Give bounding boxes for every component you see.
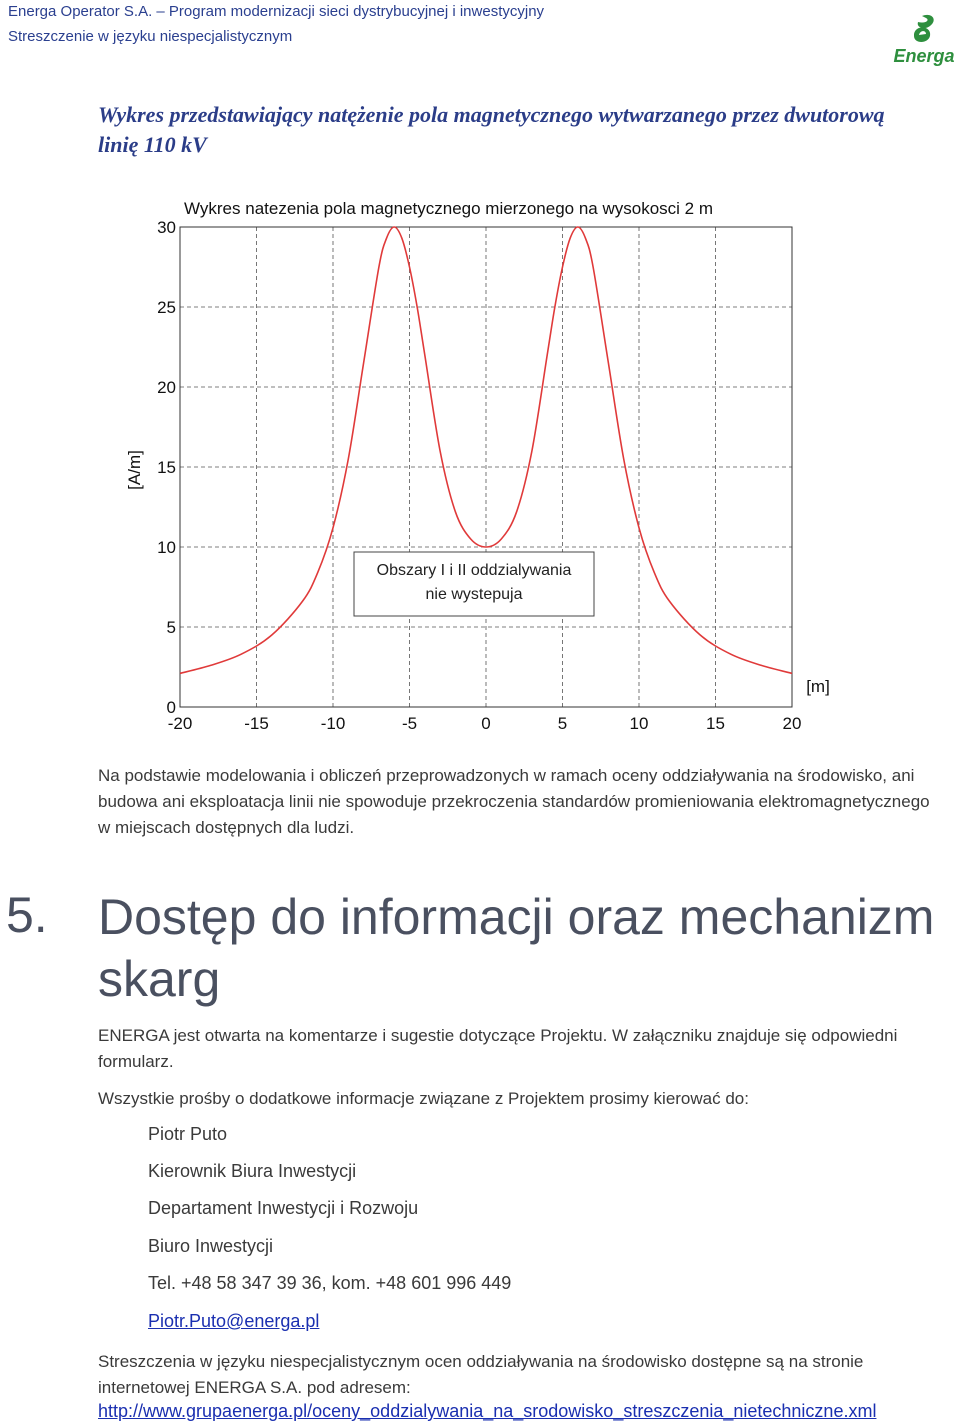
x-tick-label: 15 — [706, 714, 725, 733]
section-title: Dostęp do informacji oraz mechanizm skarg — [98, 889, 935, 1007]
energa-leaf-icon — [914, 15, 934, 42]
y-tick-label: 25 — [157, 298, 176, 317]
x-tick-label: 5 — [557, 714, 568, 733]
header-line-2: Streszczenie w języku niespecjalistycznym — [8, 28, 293, 45]
x-tick-label: -20 — [167, 714, 193, 733]
x-tick-label: -15 — [244, 714, 269, 733]
chart-annotation — [354, 552, 594, 616]
x-axis-label: [m] — [806, 677, 830, 696]
y-tick-label: 0 — [166, 698, 176, 717]
annotation-line-2: nie wystepuja — [425, 586, 523, 603]
y-tick-label: 5 — [166, 618, 176, 637]
annotation-line-1: Obszary I i II oddzialywania — [376, 562, 572, 579]
x-tick-label: 0 — [481, 714, 491, 733]
summaries-url-link[interactable]: http://www.grupaenerga.pl/oceny_oddzialywania_na_srodowisko_streszczenia_nietechniczne.xml — [98, 1401, 877, 1421]
x-tick-label: 20 — [782, 714, 802, 733]
paragraph-emf-conclusion: Na podstawie modelowania i obliczeń przeprowadzonych w ramach oceny oddziaływania na środowisko, ani budowa ani eksploatacja linii nie spowoduje przekroczenia standardów promieniowania elektromagnetycznego w miejscach dostępnych dla ludzi. — [98, 766, 930, 837]
y-tick-label: 30 — [157, 218, 176, 237]
contact-phone: Tel. +48 58 347 39 36, kom. +48 601 996 449 — [148, 1273, 512, 1293]
energa-logo — [892, 12, 956, 66]
x-tick-label: -10 — [320, 714, 346, 733]
contact-name: Piotr Puto — [148, 1124, 228, 1144]
contact-department: Departament Inwestycji i Rozwoju — [148, 1198, 419, 1218]
y-tick-label: 10 — [157, 538, 176, 557]
y-axis-label: [A/m] — [125, 450, 144, 490]
y-tick-label: 15 — [157, 458, 176, 477]
chart-title: Wykres natezenia pola magnetycznego mierzonego na wysokosci 2 m — [184, 199, 714, 218]
paragraph-summaries-online: Streszczenia w języku niespecjalistycznym ocen oddziaływania na środowisko dostępne są na stronie internetowej ENERGA S.A. pod adresem: — [98, 1352, 864, 1397]
chart-svg — [112, 190, 852, 740]
x-tick-labels — [168, 714, 802, 733]
header-line-1: Energa Operator S.A. – Program modernizacji sieci dystrybucyjnej i inwestycyjny — [8, 3, 545, 20]
logo-wordmark: Energa — [893, 46, 955, 66]
y-tick-label: 20 — [157, 378, 176, 397]
contact-email-link[interactable]: Piotr.Puto@energa.pl — [148, 1311, 320, 1331]
contact-office: Biuro Inwestycji — [148, 1236, 274, 1256]
contact-role: Kierownik Biura Inwestycji — [148, 1161, 357, 1181]
paragraph-requests: Wszystkie prośby o dodatkowe informacje związane z Projektem prosimy kierować do: — [98, 1089, 749, 1108]
y-tick-labels — [157, 218, 176, 717]
magnetic-field-chart — [112, 190, 852, 740]
paragraph-comments: ENERGA jest otwarta na komentarze i sugestie dotyczące Projektu. W załączniku znajduje się odpowiedni formularz. — [98, 1026, 898, 1071]
section-number: 5. — [6, 887, 48, 943]
x-tick-label: 10 — [629, 714, 649, 733]
document-title: Wykres przedstawiający natężenie pola magnetycznego wytwarzanego przez dwutorową linię 110 kV — [98, 102, 885, 157]
x-tick-label: -5 — [401, 714, 418, 733]
